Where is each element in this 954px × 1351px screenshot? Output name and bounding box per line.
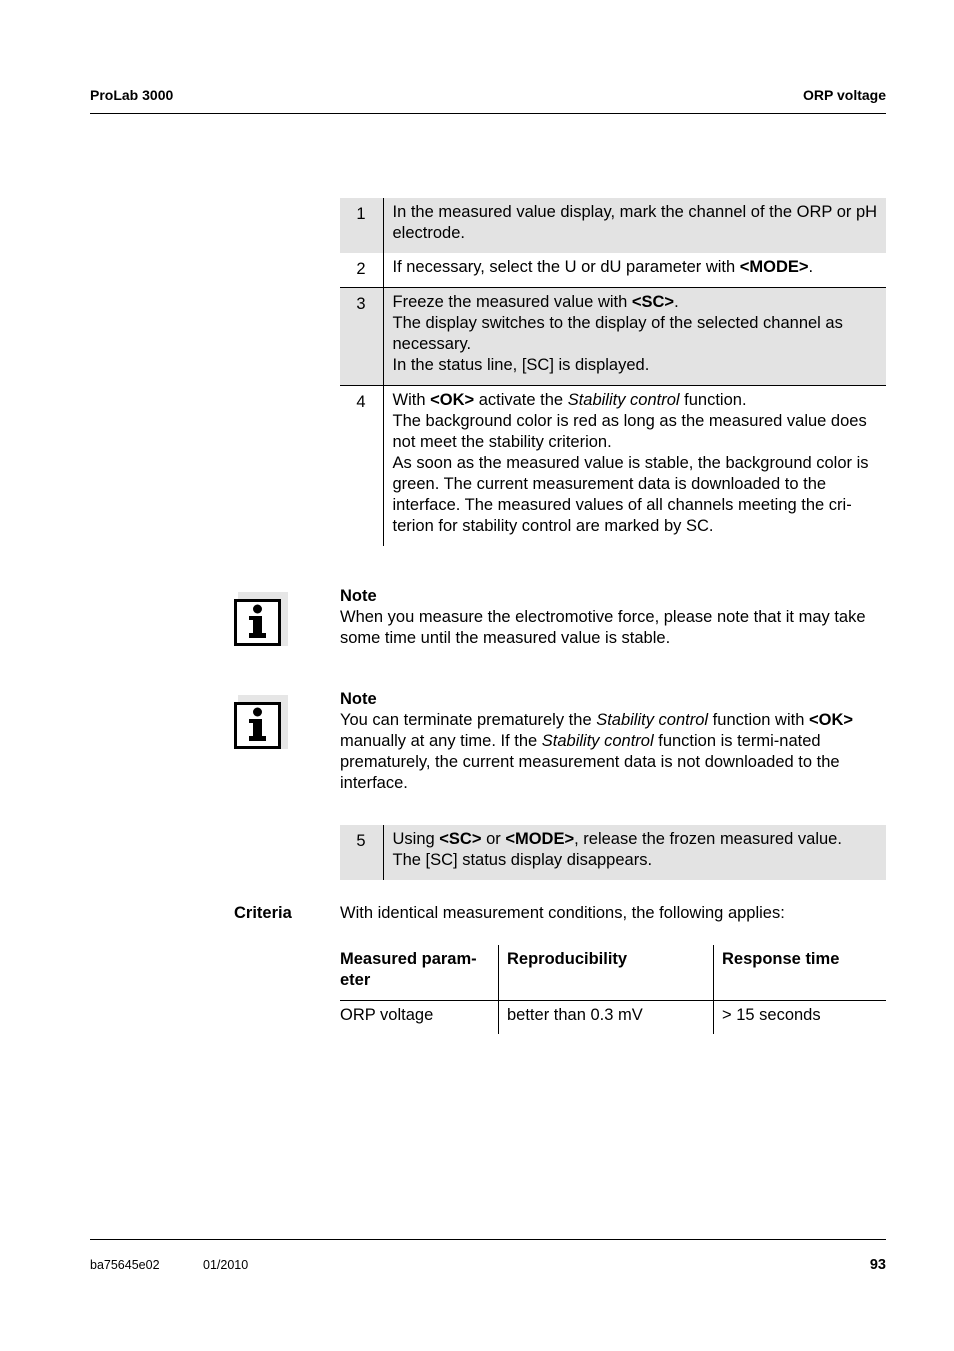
- note-title: Note: [340, 587, 377, 605]
- note-title: Note: [340, 690, 377, 708]
- step-number: 1: [340, 198, 383, 253]
- criteria-intro: With identical measurement conditions, the following applies:: [340, 904, 785, 922]
- step-line: Freeze the measured value with <SC>.: [392, 293, 679, 311]
- step-text: [383, 198, 886, 253]
- note-text: You can terminate prematurely the Stability control function with <OK> manually at any time. If the Stability control function is termi-nated prematurely, the current measurement data is not downloaded to the interface.: [340, 711, 854, 792]
- footer-rule: [90, 1239, 886, 1240]
- criteria-table: [340, 945, 886, 1034]
- info-icon: [234, 592, 288, 646]
- step-line: The display switches to the display of the selected channel as necessary.: [392, 314, 843, 353]
- column-header: Measured param-eter: [340, 945, 499, 1001]
- footer-date: 01/2010: [203, 1258, 249, 1272]
- info-icon: [234, 695, 288, 749]
- step-line: With <OK> activate the Stability control function.: [392, 391, 747, 409]
- table-cell: better than 0.3 mV: [499, 1001, 714, 1035]
- step-line: The background color is red as long as the measured value does not meet the stability criterion.: [392, 412, 867, 451]
- steps-table: [340, 825, 886, 880]
- note-block: [340, 689, 886, 794]
- step-line: As soon as the measured value is stable, the background color is green. The current measurement data is downloaded to the interface. The measured values of all channels meeting the cri-terion for stability control are marked by SC.: [392, 454, 869, 535]
- step-line: If necessary, select the U or dU parameter with <MODE>.: [392, 258, 814, 276]
- footer-doc-id: ba75645e02: [90, 1258, 160, 1272]
- step-number: 5: [340, 825, 383, 880]
- step-line: In the measured value display, mark the channel of the ORP or pH electrode.: [392, 203, 878, 242]
- column-header: Reproducibility: [499, 945, 714, 1001]
- header-section: ORP voltage: [803, 87, 886, 103]
- step-line: In the status line, [SC] is displayed.: [392, 356, 650, 374]
- column-header: Response time: [714, 945, 887, 1001]
- step-number: 2: [340, 253, 383, 288]
- step-text: [383, 386, 886, 547]
- step-number: 4: [340, 386, 383, 547]
- header-title: ProLab 3000: [90, 87, 174, 103]
- step-text: [383, 288, 886, 386]
- table-row: [340, 1001, 886, 1035]
- page-number: 93: [869, 1257, 886, 1273]
- step-row: [340, 198, 886, 253]
- note-block: [340, 586, 886, 649]
- table-header-row: [340, 945, 886, 1001]
- criteria-label: Criteria: [234, 904, 292, 922]
- header-rule: [90, 113, 886, 114]
- step-row: [340, 288, 886, 386]
- step-text: [383, 825, 886, 880]
- steps-table: [340, 198, 886, 546]
- table-cell: ORP voltage: [340, 1006, 434, 1024]
- step-row: [340, 386, 886, 547]
- table-cell: > 15 seconds: [714, 1001, 887, 1035]
- step-line: The [SC] status display disappears.: [392, 851, 653, 869]
- step-line: Using <SC> or <MODE>, release the frozen measured value.: [392, 830, 842, 848]
- step-row: [340, 825, 886, 880]
- note-text: When you measure the electromotive force, please note that it may take some time until the measured value is stable.: [340, 608, 866, 647]
- step-text: [383, 253, 886, 288]
- step-number: 3: [340, 288, 383, 386]
- step-row: [340, 253, 886, 288]
